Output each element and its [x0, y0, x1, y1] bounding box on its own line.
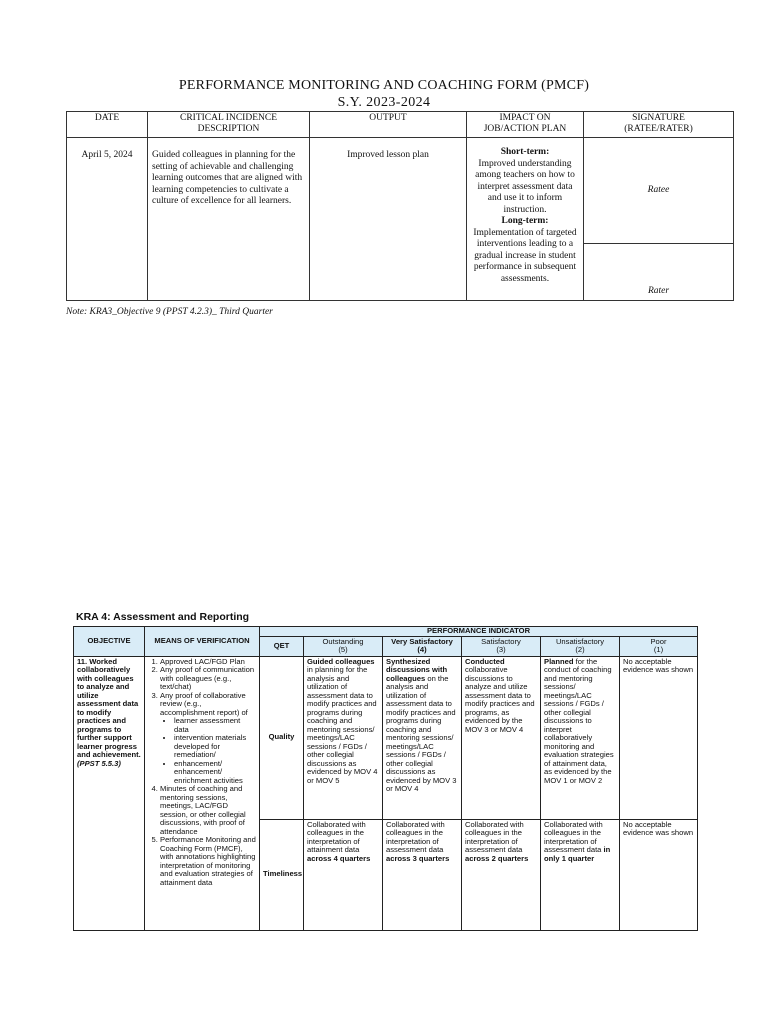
long-term-text: Implementation of targeted interventions leading to a gradual increase in student performance in subsequent assessments.: [473, 227, 577, 284]
header-level-outstanding: Outstanding (5): [304, 636, 383, 656]
rubric-header-row-1: [74, 627, 698, 637]
header-level-very-satisfactory: Very Satisfactory (4): [383, 636, 462, 656]
school-year: S.Y. 2023-2024: [337, 95, 431, 110]
header-date: DATE: [67, 112, 148, 138]
mov-subitem: • enhancement/ enhancement/ enrichment activities: [174, 760, 256, 786]
timeliness-unsatisfactory: Collaborated with colleagues in the interpretation of assessment data in only 1 quarter: [541, 819, 620, 930]
rubric-quality-row: [74, 656, 698, 819]
entry-description: Guided colleagues in planning for the setting of achievable and challenging learning outcomes that are aligned with learning competencies to cultivate a culture of excellence for all learners.: [148, 138, 310, 301]
quality-outstanding: Guided colleagues in planning for the analysis and utilization of assessment data to modify practices and programs during coaching and mentoring sessions/ meetings/LAC sessions / FGDs / other collegial discussions as evidenced by MOV 4 or MOV 5: [304, 656, 383, 819]
qet-quality: Quality: [260, 656, 304, 819]
long-term-label: Long-term:: [501, 216, 549, 226]
timeliness-satisfactory: Collaborated with colleagues in the interpretation of assessment data across 2 quarters: [462, 819, 541, 930]
header-critical-incidence: CRITICAL INCIDENCE DESCRIPTION: [148, 112, 310, 138]
header-output: OUTPUT: [310, 112, 467, 138]
header-impact: IMPACT ON JOB/ACTION PLAN: [467, 112, 584, 138]
form-note: Note: KRA3_Objective 9 (PPST 4.2.3)_ Third Quarter: [66, 307, 273, 317]
rubric-table: [73, 626, 698, 931]
timeliness-poor: No acceptable evidence was shown: [620, 819, 698, 930]
signature-rater: Rater: [584, 244, 734, 301]
pmcf-header-row: [67, 112, 734, 138]
mov-cell: [145, 656, 260, 930]
form-title: PERFORMANCE MONITORING AND COACHING FORM (PMCF): [178, 78, 590, 93]
short-term-label: Short-term:: [500, 147, 550, 157]
header-level-satisfactory: Satisfactory (3): [462, 636, 541, 656]
mov-subitem: • learner assessment data: [174, 717, 256, 734]
quality-very-satisfactory: Synthesized discussions with colleagues on the analysis and utilization of assessment data to modify practices and programs during coaching and mentoring sessions/ meetings/LAC sessions / FGDs / other collegial discussions as evidenced by MOV 3 or MOV 4: [383, 656, 462, 819]
quality-satisfactory: Conducted collaborative discussions to analyze and utilize assessment data to modify practices and programs, as evidenced by the MOV 3 or MOV 4: [462, 656, 541, 819]
pmcf-entry-row: [67, 138, 734, 244]
entry-date: April 5, 2024: [67, 138, 148, 301]
quality-poor: No acceptable evidence was shown: [620, 656, 698, 819]
header-objective: OBJECTIVE: [74, 627, 145, 657]
mov-list: [148, 658, 256, 888]
header-mov: MEANS OF VERIFICATION: [145, 627, 260, 657]
kra-title: KRA 4: Assessment and Reporting: [76, 611, 250, 623]
header-level-unsatisfactory: Unsatisfactory (2): [541, 636, 620, 656]
header-qet: QET: [260, 636, 304, 656]
mov-item: 1. Approved LAC/FGD Plan: [160, 658, 256, 667]
mov-sublist: [160, 717, 256, 785]
objective-ppst: (PPST 5.5.3): [77, 758, 121, 768]
timeliness-outstanding: Collaborated with colleagues in the interpretation of attainment data across 4 quarters: [304, 819, 383, 930]
header-level-poor: Poor (1): [620, 636, 698, 656]
pmcf-table: [66, 111, 734, 301]
objective-cell: 11. Worked collaboratively with colleagues to analyze and utilize assessment data to modify practices and programs to further support learner progress and achievement. (PPST 5.5.3): [74, 656, 145, 930]
timeliness-very-satisfactory: Collaborated with colleagues in the interpretation of assessment data across 3 quarters: [383, 819, 462, 930]
mov-item: 2. Any proof of communication with colleagues (e.g., text/chat): [160, 666, 256, 692]
short-term-text: Improved understanding among teachers on how to interpret assessment data and use it to inform instruction.: [475, 158, 575, 215]
mov-subitem: • intervention materials developed for remediation/: [174, 734, 256, 760]
header-signature: SIGNATURE (RATEE/RATER): [584, 112, 734, 138]
mov-item: 4. Minutes of coaching and mentoring sessions, meetings, LAC/FGD session, or other collegial discussions, with proof of attendance: [160, 785, 256, 836]
mov-item: 5. Performance Monitoring and Coaching Form (PMCF), with annotations highlighting interpretation of monitoring and evaluation strategies of attainment data: [160, 836, 256, 887]
entry-impact: [467, 138, 584, 301]
header-performance-indicator: PERFORMANCE INDICATOR: [260, 627, 698, 637]
entry-output: Improved lesson plan: [310, 138, 467, 301]
quality-unsatisfactory: Planned for the conduct of coaching and mentoring sessions/ meetings/LAC sessions / FGDs / other collegial discussions to interpret collaboratively monitoring and evaluation strategies of attainment data, as evidenced by the MOV 1 or MOV 2: [541, 656, 620, 819]
mov-item: 3. Any proof of collaborative review (e.g., accomplishment report) of • learner assessment data • intervention materials developed for remediation/ • enhancement/ enhancement/ enrichment activities: [160, 692, 256, 786]
signature-ratee: Ratee: [584, 138, 734, 244]
qet-timeliness: Timeliness: [260, 819, 304, 930]
